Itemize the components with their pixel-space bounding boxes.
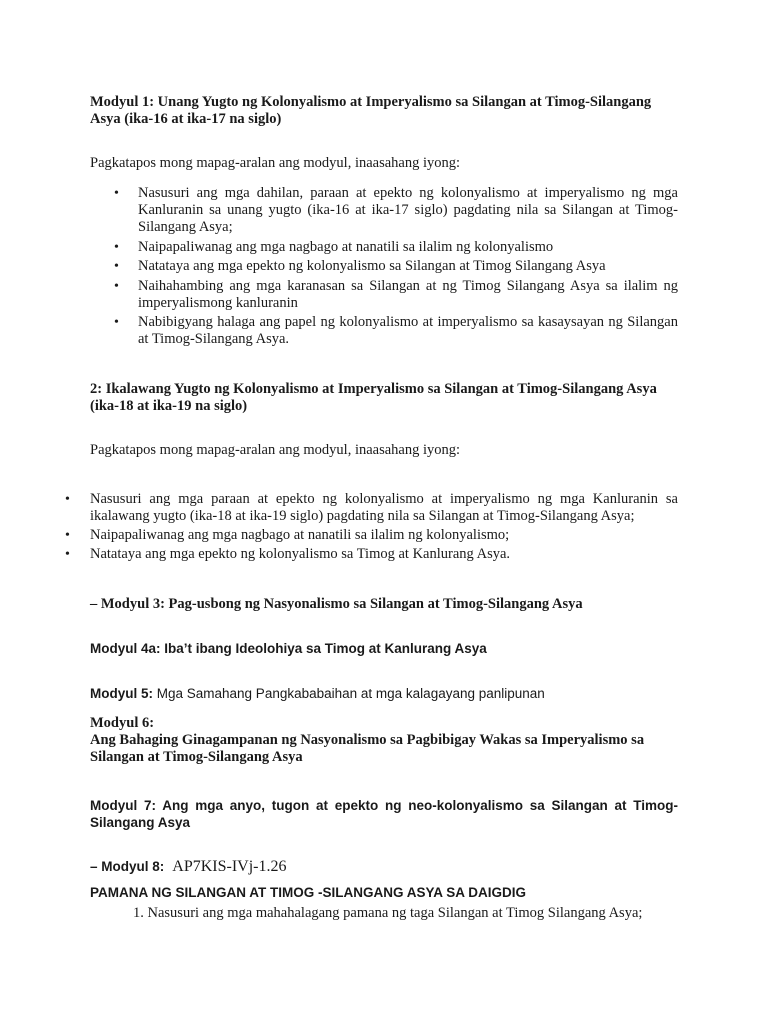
module-1-title: Modyul 1: Unang Yugto ng Kolonyalismo at Imperyalismo sa Silangan at Timog-Silangang Asya (ika-16 at ika-17 na siglo): [90, 94, 652, 127]
list-item: • Natataya ang mga epekto ng kolonyalismo sa Silangan at Timog Silangang Asya: [138, 258, 678, 275]
module-8-heading: PAMANA NG SILANGAN AT TIMOG -SILANGANG ASYA SA DAIGDIG: [90, 885, 527, 900]
list-item: • Naihahambing ang mga karanasan sa Silangan at ng Timog Silangang Asya sa ilalim ng imperyalismong kanluranin: [138, 278, 678, 312]
module-6-label: Modyul 6:: [90, 715, 155, 731]
module-1-intro: Pagkatapos mong mapag-aralan ang modyul, inaasahang iyong:: [90, 155, 461, 171]
module-5-text: Mga Samahang Pangkababaihan at mga kalagayang panlipunan: [153, 686, 545, 701]
list-item: • Nabibigyang halaga ang papel ng kolonyalismo at imperyalismo sa kasaysayan ng Silangan at Timog-Silangang Asya.: [138, 314, 678, 348]
list-item: • Nasusuri ang mga dahilan, paraan at epekto ng kolonyalismo at imperyalismo ng mga Kanluranin sa unang yugto (ika-16 at ika-17 siglo) pagdating nila sa Silangan at Timog-Silangang Asya;: [138, 185, 678, 236]
module-8-code: AP7KIS-IVj-1.26: [172, 858, 287, 875]
module-2-title: 2: Ikalawang Yugto ng Kolonyalismo at Imperyalismo sa Silangan at Timog-Silangang Asya (ika-18 at ika-19 na siglo): [90, 381, 657, 414]
module-2-intro: Pagkatapos mong mapag-aralan ang modyul, inaasahang iyong:: [90, 442, 461, 458]
module-8-label: – Modyul 8:: [90, 859, 165, 874]
module-4a-title: Modyul 4a: Iba’t ibang Ideolohiya sa Timog at Kanlurang Asya: [90, 641, 487, 656]
module-3-title: – Modyul 3: Pag-usbong ng Nasyonalismo sa Silangan at Timog-Silangang Asya: [90, 596, 583, 612]
module-5-label: Modyul 5:: [90, 686, 153, 701]
module-8-item-1: 1. Nasusuri ang mga mahahalagang pamana ng taga Silangan at Timog Silangang Asya;: [133, 905, 643, 921]
list-item: • Naipapaliwanag ang mga nagbago at nanatili sa ilalim ng kolonyalismo: [138, 239, 678, 256]
list-item: • Naipapaliwanag ang mga nagbago at nanatili sa ilalim ng kolonyalismo;: [90, 527, 678, 544]
module-1-objectives: [138, 185, 678, 351]
list-item: • Nasusuri ang mga paraan at epekto ng kolonyalismo at imperyalismo ng mga Kanluranin sa ikalawang yugto (ika-18 at ika-19 siglo) pagdating nila sa Silangan at Timog-Silangang Asya;: [90, 491, 678, 525]
module-6-title: Ang Bahaging Ginagampanan ng Nasyonalismo sa Pagbibigay Wakas sa Imperyalismo sa Silangan at Timog-Silangang Asya: [90, 732, 645, 765]
module-2-objectives: [90, 491, 678, 565]
list-item: • Natataya ang mga epekto ng kolonyalismo sa Timog at Kanlurang Asya.: [90, 546, 678, 563]
module-8-line: [90, 857, 678, 877]
module-5-line: [90, 685, 678, 702]
module-7-title: Modyul 7: Ang mga anyo, tugon at epekto ng neo-kolonyalismo sa Silangan at Timog-Silangang Asya: [90, 798, 678, 830]
